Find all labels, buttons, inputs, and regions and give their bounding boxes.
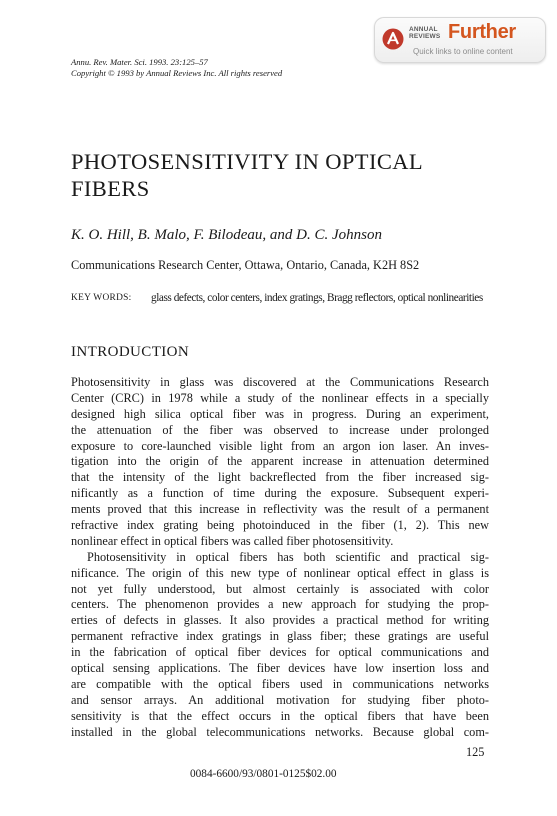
further-subtitle: Quick links to online content xyxy=(413,47,513,56)
body-line: are compatible with the optical fibers used in communications networks xyxy=(71,676,489,691)
keywords-text: glass defects, color centers, index gratings, Bragg reflectors, optical nonlinearities xyxy=(151,292,483,304)
body-line: and sensor arrays. An additional motivation for studying fiber photo- xyxy=(71,692,489,707)
body-line: exposure to core-launched visible light from an argon ion laser. An inves- xyxy=(71,438,489,453)
body-line: refractive index grating being photoinduced in the fiber (1, 2). This new xyxy=(71,518,489,533)
body-line: tigation into the origin of the apparent increase in attenuation determined xyxy=(71,454,489,469)
annual-reviews-further-badge[interactable] xyxy=(374,17,546,63)
article-body xyxy=(71,375,489,740)
body-line: centers. The phenomenon provides a new approach for studying the prop- xyxy=(71,597,489,612)
section-heading: INTRODUCTION xyxy=(71,344,190,360)
author-affiliation: Communications Research Center, Ottawa, Ontario, Canada, K2H 8S2 xyxy=(71,258,420,272)
body-line: designed high silica optical fiber was in progress. During an experiment, xyxy=(71,406,489,421)
body-line: ments proved that this increase in reflectivity was the result of a permanent xyxy=(71,502,489,517)
journal-citation xyxy=(71,57,282,79)
annual-reviews-logo-icon xyxy=(382,28,404,50)
body-line: erties of defects in glasses. It also provides a practical method for writing xyxy=(71,613,489,628)
article-authors: K. O. Hill, B. Malo, F. Bilodeau, and D. C. Johnson xyxy=(71,227,382,243)
body-line: Photosensitivity in glass was discovered at the Communications Research xyxy=(71,375,489,389)
body-line: Center (CRC) in 1978 while a study of the nonlinear effects in a specially xyxy=(71,390,489,405)
body-line: not yet fully understood, but almost certainly is associated with color xyxy=(71,581,489,596)
body-line: permanent refractive index gratings in glass fiber; these gratings are useful xyxy=(71,629,489,644)
article-code: 0084-6600/93/0801-0125$02.00 xyxy=(190,768,337,780)
wordmark-line: REVIEWS xyxy=(409,33,441,40)
body-line: optical sensing applications. The fiber devices have low insertion loss and xyxy=(71,661,489,676)
body-line: that the intensity of the light backreflected from the fiber increased sig- xyxy=(71,470,489,485)
body-line: nificance. The origin of this new type of nonlinear optical effect in glass is xyxy=(71,565,489,580)
wordmark-line: ANNUAL xyxy=(409,26,438,33)
page-number: 125 xyxy=(466,745,485,759)
body-line: Photosensitivity in optical fibers has both scientific and practical sig- xyxy=(87,549,489,564)
article-title: PHOTOSENSITIVITY IN OPTICAL FIBERS xyxy=(71,149,423,201)
body-line: installed in the global telecommunications networks. Because global com- xyxy=(71,724,489,739)
copyright-line: Copyright © 1993 by Annual Reviews Inc. All rights reserved xyxy=(71,68,283,78)
body-line: the attenuation of the fiber was observed to increase under prolonged xyxy=(71,422,489,437)
annual-reviews-wordmark xyxy=(409,26,440,40)
body-line: nificantly as a function of time during the exposure. Subsequent experi- xyxy=(71,486,489,501)
keywords-label: KEY WORDS: xyxy=(71,293,132,303)
body-line: nonlinear effect in optical fibers was called fiber photosensitivity. xyxy=(71,533,394,548)
journal-citation-line: Annu. Rev. Mater. Sci. 1993. 23:125–57 xyxy=(71,57,208,67)
body-line: in the fabrication of optical fiber devices for optical communications and xyxy=(71,645,489,660)
further-label: Further xyxy=(448,21,516,43)
body-line: sensitivity is that the effect occurs in the optical fibers that have been xyxy=(71,708,489,723)
